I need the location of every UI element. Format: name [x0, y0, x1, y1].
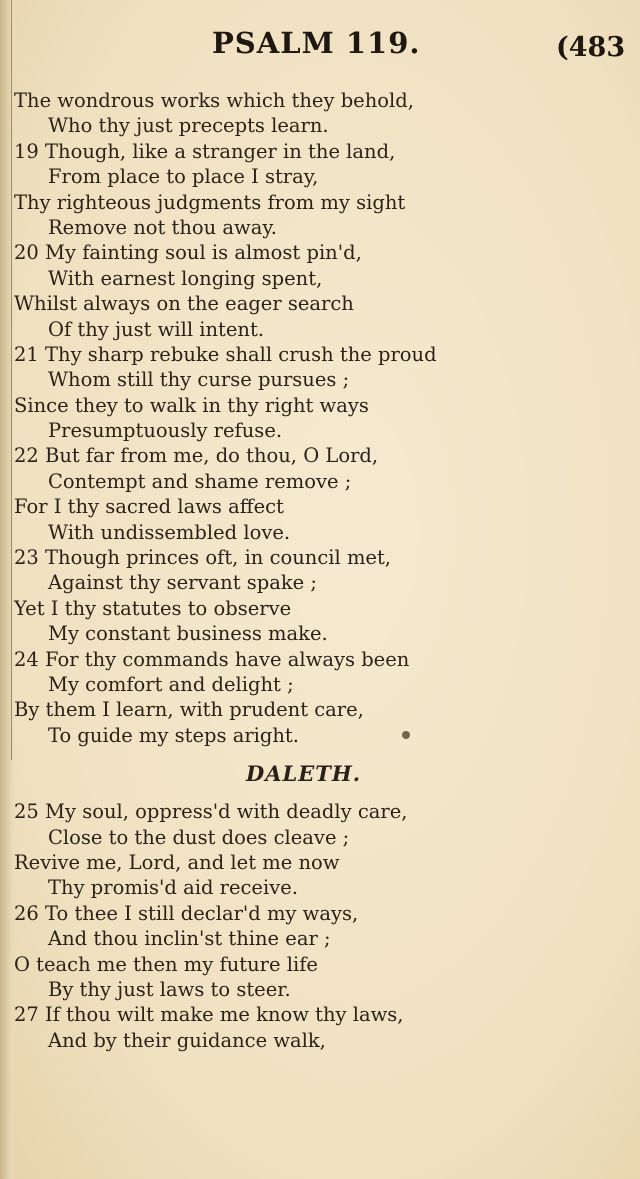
verse-line: 19 Though, like a stranger in the land,	[14, 139, 396, 163]
verse-line: 22 But far from me, do thou, O Lord,	[14, 444, 379, 468]
psalm-text	[14, 88, 624, 1053]
verse-line: Whilst always on the eager search	[14, 292, 354, 316]
page-header	[0, 26, 640, 66]
verse-line: 20 My fainting soul is almost pin'd,	[14, 241, 362, 265]
verse-line: For I thy sacred laws affect	[14, 495, 284, 519]
verse-line: From place to place I stray,	[48, 165, 319, 189]
verse-line: Presumptuously refuse.	[48, 419, 283, 443]
verse-line: 26 To thee I still declar'd my ways,	[14, 901, 359, 925]
verse-line: My constant business make.	[48, 622, 328, 646]
running-title: PSALM 119.	[212, 26, 421, 60]
verse-line: Remove not thou away.	[48, 215, 278, 239]
page-number: (483	[556, 32, 626, 63]
verse-line: Whom still thy curse pursues ;	[48, 368, 350, 392]
verse-line: Thy righteous judgments from my sight	[14, 190, 406, 214]
verse-line: 24 For thy commands have always been	[14, 647, 410, 671]
verse-line: Who thy just precepts learn.	[48, 114, 329, 138]
verse-line: By thy just laws to steer.	[48, 977, 291, 1001]
verse-line: Since they to walk in thy right ways	[14, 393, 369, 417]
verse-line: My comfort and delight ;	[48, 672, 294, 696]
verse-line: The wondrous works which they behold,	[14, 89, 414, 112]
verse-line: O teach me then my future life	[14, 952, 318, 976]
verse-line: Revive me, Lord, and let me now	[14, 850, 340, 874]
verse-line: To guide my steps aright.	[48, 723, 299, 747]
verse-line: With undissembled love.	[48, 520, 291, 544]
verse-line: And by their guidance walk,	[48, 1028, 326, 1052]
verse-line: With earnest longing spent,	[48, 266, 323, 290]
stanza-lower	[14, 799, 624, 1053]
verse-line: 21 Thy sharp rebuke shall crush the proud	[14, 342, 437, 366]
verse-line: Of thy just will intent.	[48, 317, 265, 341]
verse-line: Thy promis'd aid receive.	[48, 876, 298, 900]
verse-line: Close to the dust does cleave ;	[48, 825, 350, 849]
stanza-upper	[14, 88, 624, 748]
verse-line: 23 Though princes oft, in council met,	[14, 546, 392, 570]
page-gutter-line	[11, 0, 12, 760]
verse-line: 27 If thou wilt make me know thy laws,	[14, 1003, 404, 1027]
verse-line: Against thy servant spake ;	[48, 571, 317, 595]
verse-line: And thou inclin'st thine ear ;	[48, 927, 331, 951]
verse-line: Yet I thy statutes to observe	[14, 596, 292, 620]
ink-mark-ornament	[402, 731, 410, 739]
verse-line: 25 My soul, oppress'd with deadly care,	[14, 800, 408, 824]
section-heading: DALETH.	[246, 761, 362, 787]
verse-line: Contempt and shame remove ;	[48, 469, 352, 493]
verse-line: By them I learn, with prudent care,	[14, 698, 364, 722]
